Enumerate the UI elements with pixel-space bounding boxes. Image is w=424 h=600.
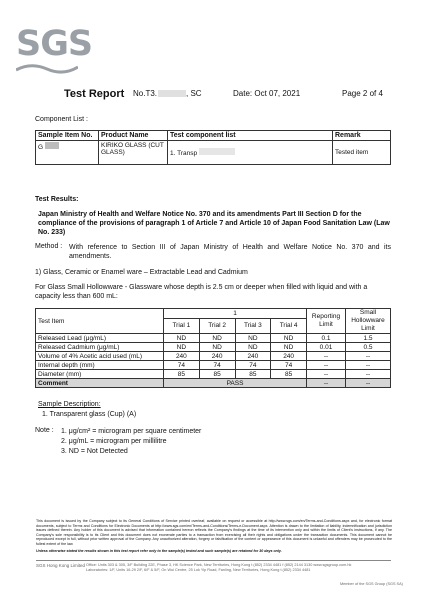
col-test-component-list: Test component list bbox=[168, 131, 333, 141]
regulation-text: Japan Ministry of Health and Welfare Notice No. 370 and its amendments Part III Section D for the compliance of the provisions of paragraph 1 of Article 7 and Article 10 of Japan Food Sanitation Law (Law No. 233) bbox=[38, 211, 390, 236]
trial-value: 74 bbox=[164, 361, 200, 370]
logo-text: SGS bbox=[16, 24, 93, 64]
table-row bbox=[36, 343, 391, 352]
trial-value: ND bbox=[271, 343, 307, 352]
table-row bbox=[36, 352, 391, 361]
remark: Tested item bbox=[333, 141, 391, 165]
comment-row bbox=[36, 379, 391, 388]
test-item: Diameter (mm) bbox=[36, 370, 164, 379]
col-small-hollowware-limit: Small Hollowware Limit bbox=[346, 309, 391, 334]
trial-value: 240 bbox=[199, 352, 235, 361]
component-list-heading: Component List : bbox=[35, 116, 88, 123]
report-number-label: No.T3. bbox=[133, 89, 158, 98]
product-name: KIRIKO GLASS (CUT GLASS) bbox=[99, 141, 168, 165]
col-test-item: Test Item bbox=[36, 309, 164, 334]
footer-disclaimer: This document is issued by the Company subject to its General Conditions of Service printed overleaf, available on request or accessible at http://www.sgs.com/en/Terms-and-Conditions.aspx and, for electronic format documents, subject to Terms and Conditions for Electronic Documents at http://www.sgs.com/en/Terms-and-Conditions/Terms-e-Document.aspx. Attention is drawn to the limitation of liability, indemnification and jurisdiction issues defined therein. Any holder of this document is advised that information contained hereon reflects the Company's findings at the time of its intervention only and within the limits of Client's instructions, if any. The Company's sole responsibility is to its Client and this document does not exonerate parties to a transaction from exercising all their rights and obligations under the transaction documents. This document cannot be reproduced except in full, without prior written approval of the Company. Any unauthorized alteration, forgery or falsification of the content or appearance of this document is unlawful and offenders may be prosecuted to the fullest extent of the law. bbox=[36, 519, 392, 546]
notes-list bbox=[61, 427, 201, 457]
footer-member: Member of the SGS Group (SGS SA) bbox=[340, 582, 403, 586]
method-text: With reference to Section III of Japan Ministry of Health and Welfare Notice No. 370 and its amendments. bbox=[69, 244, 391, 260]
redaction bbox=[45, 142, 59, 149]
report-number-suffix: , SC bbox=[186, 89, 202, 98]
test-item: Internal depth (mm) bbox=[36, 361, 164, 370]
logo-wave-icon bbox=[16, 62, 78, 76]
comment-reporting-limit: -- bbox=[307, 379, 346, 388]
trial-value: ND bbox=[271, 334, 307, 343]
note-item: 1. μg/cm² = microgram per square centimeter bbox=[61, 428, 202, 435]
section-title: 1) Glass, Ceramic or Enamel ware – Extractable Lead and Cadmium bbox=[35, 269, 248, 276]
col-reporting-limit: Reporting Limit bbox=[307, 309, 346, 334]
trial-value: 85 bbox=[271, 370, 307, 379]
trial-value: 85 bbox=[164, 370, 200, 379]
footer-address-office: Office: Units 303 & 305, 3/F Building 22E, Phase 3, HK Science Park, New Territories, Hong Kong t (852) 2334 4481 f (852) 2144 3130 www.sgsgroup.com.hk bbox=[86, 563, 352, 567]
col-trial-4: Trial 4 bbox=[271, 318, 307, 333]
test-results-heading: Test Results: bbox=[35, 196, 79, 203]
footer-company: SGS Hong Kong Limited bbox=[36, 563, 86, 568]
test-component: 1. Transp bbox=[170, 150, 198, 157]
small-hollowware-limit: -- bbox=[346, 370, 391, 379]
note-label: Note : bbox=[35, 427, 54, 434]
redaction bbox=[199, 148, 235, 155]
footer-address-lab: Laboratories: 1/F, Units 16-29 2/F, 6/F & 5/F, On Wui Centre, 25 Lok Yip Road, Fanling, New Territories, Hong Kong t (852) 2334 4481 bbox=[86, 568, 311, 572]
comment-label: Comment bbox=[36, 379, 164, 388]
reporting-limit: -- bbox=[307, 370, 346, 379]
col-sample-item-no: Sample Item No. bbox=[36, 131, 99, 141]
footer-address bbox=[86, 563, 391, 573]
table-row bbox=[36, 334, 391, 343]
test-item: Released Lead (μg/mL) bbox=[36, 334, 164, 343]
trial-value: 74 bbox=[235, 361, 271, 370]
trial-value: ND bbox=[199, 334, 235, 343]
col-trial-1: Trial 1 bbox=[164, 318, 200, 333]
trial-value: 85 bbox=[235, 370, 271, 379]
col-remark: Remark bbox=[333, 131, 391, 141]
method-label: Method : bbox=[35, 243, 63, 250]
sample-description-heading: Sample Description: bbox=[38, 401, 101, 408]
reporting-limit: 0.01 bbox=[307, 343, 346, 352]
trial-value: 74 bbox=[271, 361, 307, 370]
trial-value: 240 bbox=[271, 352, 307, 361]
test-component-cell bbox=[168, 141, 333, 165]
reporting-limit: -- bbox=[307, 352, 346, 361]
trial-value: ND bbox=[235, 343, 271, 352]
small-hollowware-limit: -- bbox=[346, 361, 391, 370]
sgs-logo bbox=[16, 24, 93, 76]
trial-value: 240 bbox=[235, 352, 271, 361]
footer-stated: Unless otherwise stated the results shown in this test report refer only to the sample(s) tested and such sample(s) are retained for 30 days only. bbox=[36, 549, 282, 553]
sample-description-item: 1. Transparent glass (Cup) (A) bbox=[42, 411, 137, 418]
sample-item-no-cell bbox=[36, 141, 99, 165]
trial-value: ND bbox=[235, 334, 271, 343]
reporting-limit: -- bbox=[307, 361, 346, 370]
col-trial-3: Trial 3 bbox=[235, 318, 271, 333]
trial-value: ND bbox=[199, 343, 235, 352]
scope-text: For Glass Small Hollowware - Glassware whose depth is 2.5 cm or deeper when filled with liquid and with a capacity less than 600 mL: bbox=[35, 284, 368, 300]
report-title: Test Report bbox=[64, 88, 125, 100]
footer-divider bbox=[36, 560, 391, 561]
report-date: Date: Oct 07, 2021 bbox=[233, 89, 301, 98]
small-hollowware-limit: 1.5 bbox=[346, 334, 391, 343]
sample-group-header: 1 bbox=[164, 309, 307, 319]
trial-value: 74 bbox=[199, 361, 235, 370]
results-table bbox=[35, 308, 391, 388]
table-row bbox=[36, 361, 391, 370]
small-hollowware-limit: 0.5 bbox=[346, 343, 391, 352]
sample-item-no: G bbox=[38, 144, 44, 151]
trial-value: ND bbox=[164, 343, 200, 352]
col-product-name: Product Name bbox=[99, 131, 168, 141]
redaction bbox=[158, 90, 186, 97]
note-item: 3. ND = Not Detected bbox=[61, 448, 128, 455]
comment-value: PASS bbox=[164, 379, 307, 388]
page-number: Page 2 of 4 bbox=[342, 89, 383, 98]
reporting-limit: 0.1 bbox=[307, 334, 346, 343]
component-table bbox=[35, 130, 391, 165]
note-item: 2. μg/mL = microgram per millilitre bbox=[61, 438, 167, 445]
small-hollowware-limit: -- bbox=[346, 352, 391, 361]
trial-value: 240 bbox=[164, 352, 200, 361]
comment-small-limit: -- bbox=[346, 379, 391, 388]
test-item: Volume of 4% Acetic acid used (mL) bbox=[36, 352, 164, 361]
test-item: Released Cadmium (μg/mL) bbox=[36, 343, 164, 352]
trial-value: ND bbox=[164, 334, 200, 343]
table-row bbox=[36, 370, 391, 379]
col-trial-2: Trial 2 bbox=[199, 318, 235, 333]
trial-value: 85 bbox=[199, 370, 235, 379]
